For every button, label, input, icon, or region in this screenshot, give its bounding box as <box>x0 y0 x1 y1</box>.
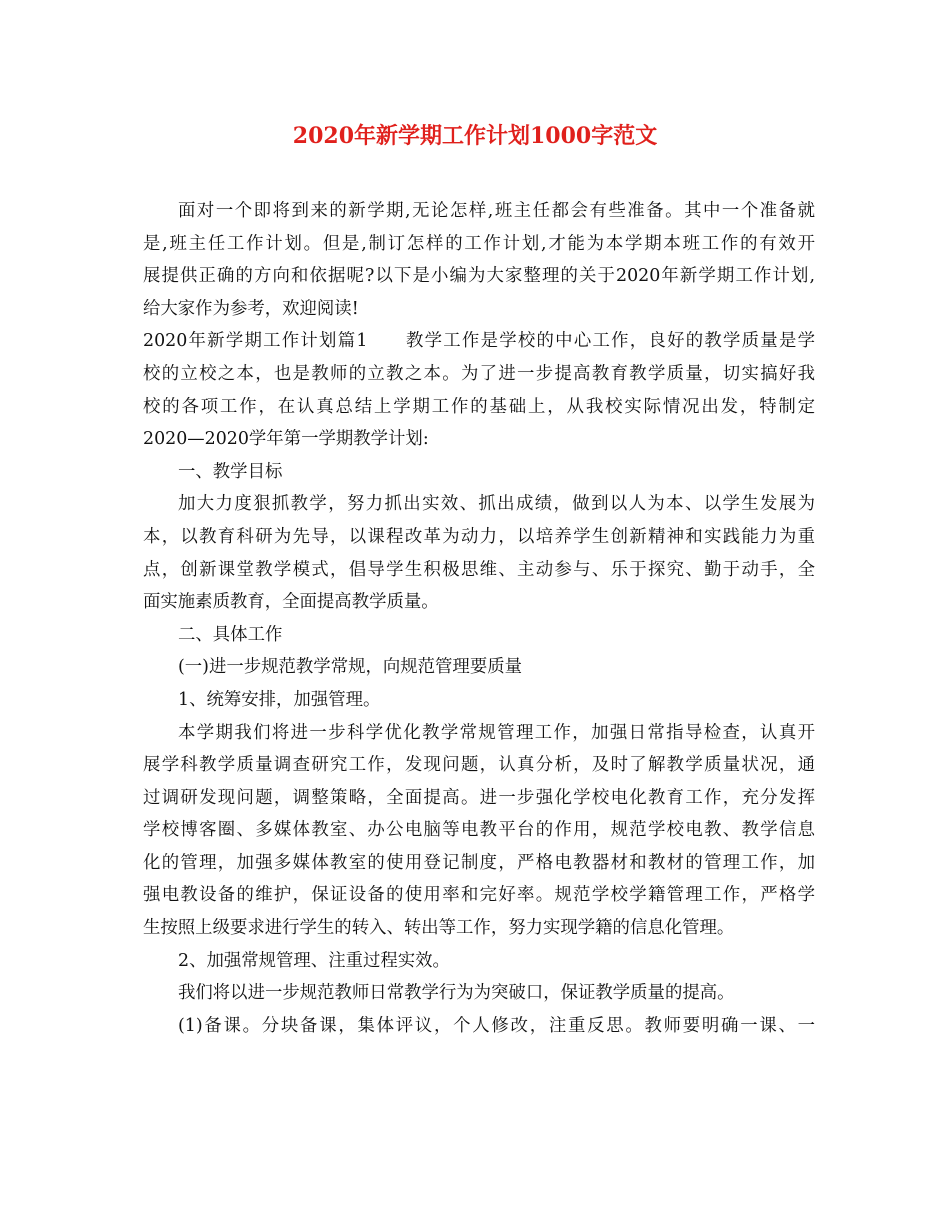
text-line: 加大力度狠抓教学，努力抓出实效、抓出成绩，做到以人为本、以学生发展为 <box>178 494 815 515</box>
text-line: 面对一个即将到来的新学期,无论怎样,班主任都会有些准备。其中一个准备就 <box>178 201 815 221</box>
text-line: (一)进一步规范教学常规，向规范管理要质量 <box>178 657 522 678</box>
text-line: 是,班主任工作计划。但是,制订怎样的工作计划,才能为本学期本班工作的有效开 <box>143 233 815 254</box>
text-line: 展提供正确的方向和依据呢?以下是小编为大家整理的关于2020年新学期工作计划, <box>143 266 815 287</box>
text-line: 二、具体工作 <box>178 624 283 645</box>
text-line: 一、教学目标 <box>178 461 283 482</box>
document-title: 2020年新学期工作计划1000字范文 <box>292 123 658 149</box>
text-line: 校的立校之本，也是教师的立教之本。为了进一步提高教育教学质量，切实搞好我 <box>143 363 815 384</box>
text-line: 1、统筹安排，加强管理。 <box>178 689 381 710</box>
text-line: 强电教设备的维护，保证设备的使用率和完好率。规范学校学籍管理工作，严格学 <box>143 885 815 906</box>
document-body <box>143 195 815 1042</box>
text-line: 我们将以进一步规范教师日常教学行为为突破口，保证教学质量的提高。 <box>178 983 735 1004</box>
text-line: 点，创新课堂教学模式，倡导学生积极思维、主动参与、乐于探究、勤于动手，全 <box>143 559 815 580</box>
text-line: (1)备课。分块备课，集体评议，个人修改，注重反思。教师要明确一课、一 <box>178 1015 815 1036</box>
text-line: 面实施素质教育，全面提高教学质量。 <box>143 592 439 613</box>
text-line: 给大家作为参考，欢迎阅读! <box>143 298 359 319</box>
text-line: 2020年新学期工作计划篇1 教学工作是学校的中心工作，良好的教学质量是学 <box>143 331 815 352</box>
text-line: 2020—2020学年第一学期教学计划: <box>143 429 429 450</box>
text-line: 本，以教育科研为先导，以课程改革为动力，以培养学生创新精神和实践能力为重 <box>143 526 815 547</box>
text-line: 过调研发现问题，调整策略，全面提高。进一步强化学校电化教育工作，充分发挥 <box>143 787 815 808</box>
text-line: 生按照上级要求进行学生的转入、转出等工作，努力实现学籍的信息化管理。 <box>143 918 735 939</box>
text-line: 本学期我们将进一步科学优化教学常规管理工作，加强日常指导检查，认真开 <box>178 722 815 743</box>
text-line: 学校博客圈、多媒体教室、办公电脑等电教平台的作用，规范学校电教、教学信息 <box>143 820 815 841</box>
text-line: 展学科教学质量调查研究工作，发现问题，认真分析，及时了解教学质量状况，通 <box>143 755 815 776</box>
text-line: 2、加强常规管理、注重过程实效。 <box>178 950 450 971</box>
text-line: 化的管理，加强多媒体教室的使用登记制度，严格电教器材和教材的管理工作，加 <box>143 852 815 873</box>
text-line: 校的各项工作，在认真总结上学期工作的基础上，从我校实际情况出发，特制定 <box>143 396 815 417</box>
